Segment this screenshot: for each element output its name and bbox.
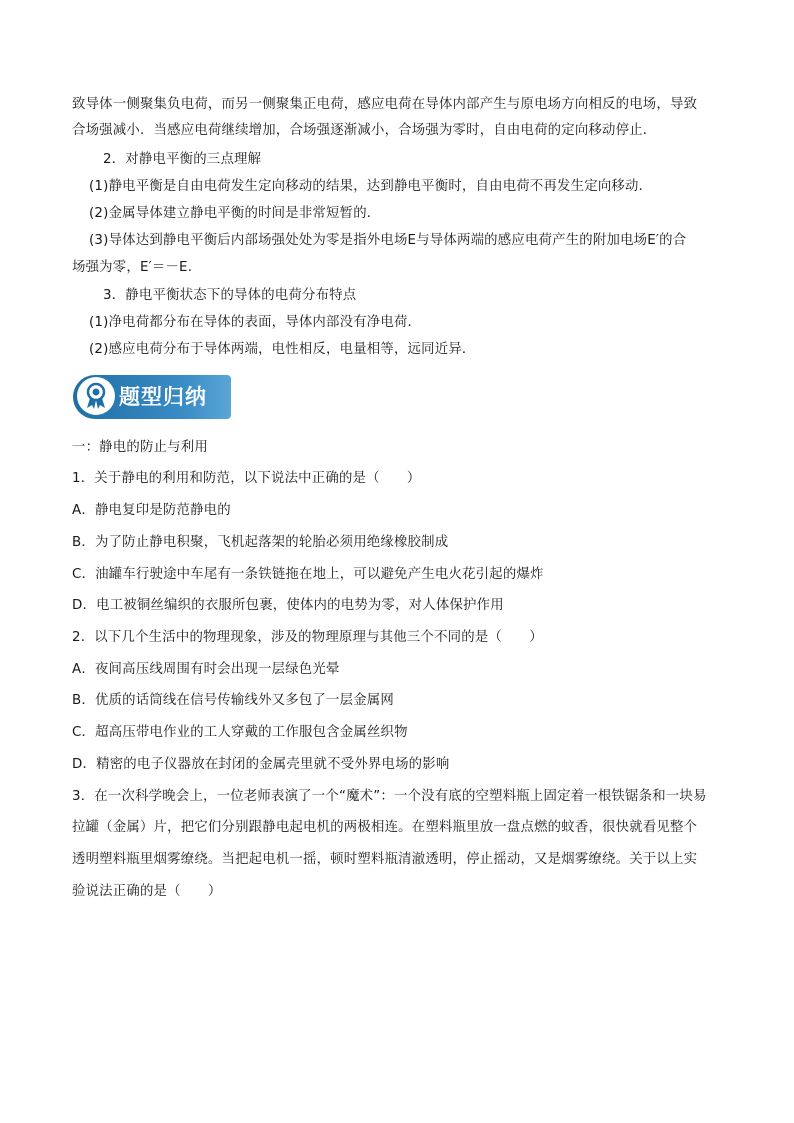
point-2-item-1: (1)静电平衡是自由电荷发生定向移动的结果，达到静电平衡时，自由电荷不再发生定向移动．: [89, 179, 653, 194]
question-1-option-d: D．电工被铜丝编织的衣服所包裹，使体内的电势为零，对人体保护作用: [72, 598, 504, 613]
question-3-line-2: 拉罐（金属）片，把它们分别跟静电起电机的两极相连。在塑料瓶里放一盘点燃的蚊香，很快就看见整个: [72, 820, 698, 835]
point-3-item-2: (2)感应电荷分布于导体两端，电性相反，电量相等，远同近异．: [89, 342, 476, 357]
question-3-line-1: 3．在一次科学晚会上，一位老师表演了一个“魔术”：一个没有底的空塑料瓶上固定着一根铁锯条和一块易: [72, 789, 707, 804]
section-badge-title: 题型归纳: [119, 385, 207, 409]
point-3-title: 3．静电平衡状态下的导体的电荷分布特点: [103, 288, 357, 303]
question-1-option-c: C．油罐车行驶途中车尾有一条铁链拖在地上，可以避免产生电火花引起的爆炸: [72, 567, 544, 582]
intro-line-1: 致导体一侧聚集负电荷，而另一侧聚集正电荷，感应电荷在导体内部产生与原电场方向相反的电场，导致: [72, 97, 698, 112]
award-ribbon-icon: [77, 377, 115, 415]
question-2-stem: 2．以下几个生活中的物理现象，涉及的物理原理与其他三个不同的是（ ）: [72, 630, 543, 645]
point-2-item-3-cont: 场强为零，E′＝－E.: [72, 260, 193, 275]
question-2-option-b: B．优质的话筒线在信号传输线外又多包了一层金属网: [72, 693, 394, 708]
section-badge: [73, 375, 231, 419]
intro-line-2: 合场强减小．当感应电荷继续增加，合场强逐渐减小，合场强为零时，自由电荷的定向移动停止．: [72, 123, 657, 138]
point-2-item-3: (3)导体达到静电平衡后内部场强处处为零是指外电场E与导体两端的感应电荷产生的附加电场E′的合: [89, 233, 687, 248]
point-3-item-1: (1)净电荷都分布在导体的表面，导体内部没有净电荷．: [89, 315, 422, 330]
question-2-option-d: D．精密的电子仪器放在封闭的金属壳里就不受外界电场的影响: [72, 757, 450, 772]
question-3-line-3: 透明塑料瓶里烟雾缭绕。当把起电机一摇，顿时塑料瓶清澈透明，停止摇动，又是烟雾缭绕。关于以上实: [72, 852, 698, 867]
question-1-option-b: B．为了防止静电积聚，飞机起落架的轮胎必须用绝缘橡胶制成: [72, 535, 449, 550]
point-2-item-2: (2)金属导体建立静电平衡的时间是非常短暂的．: [89, 206, 381, 221]
topic-heading: 一：静电的防止与利用: [72, 440, 208, 455]
question-2-option-a: A．夜间高压线周围有时会出现一层绿色光晕: [72, 662, 340, 677]
question-3-line-4: 验说法正确的是（ ）: [72, 884, 222, 899]
question-2-option-c: C．超高压带电作业的工人穿戴的工作服包含金属丝织物: [72, 725, 408, 740]
question-1-option-a: A．静电复印是防范静电的: [72, 503, 231, 518]
question-1-stem: 1．关于静电的利用和防范，以下说法中正确的是（ ）: [72, 471, 421, 486]
point-2-title: 2．对静电平衡的三点理解: [103, 152, 262, 167]
